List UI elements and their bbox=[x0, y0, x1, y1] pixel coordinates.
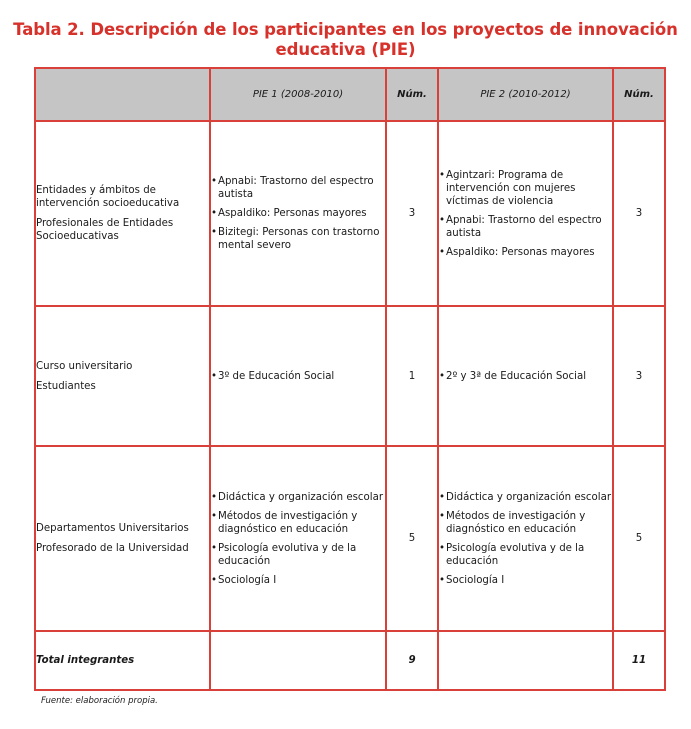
header-pie1: PIE 1 (2008-2010) bbox=[210, 68, 386, 121]
row-label: Departamentos Universitarios bbox=[36, 523, 189, 534]
bullet-icon: • bbox=[211, 542, 218, 554]
num1-cell: 5 bbox=[386, 446, 438, 631]
pie2-cell bbox=[438, 121, 613, 306]
pie1-cell bbox=[210, 446, 386, 631]
list-item: • Psicología evolutiva y de la educación bbox=[211, 542, 357, 567]
total-empty-pie2 bbox=[438, 631, 613, 690]
list-item: • Apnabi: Trastorno del espectro autista bbox=[439, 214, 602, 239]
num2-cell: 3 bbox=[613, 121, 665, 306]
bullet-icon: • bbox=[211, 370, 218, 382]
row-sublabel: Profesionales de Entidades Socioeducativas bbox=[36, 218, 174, 242]
source-note: Fuente: elaboración propia. bbox=[41, 696, 158, 706]
bullet-icon: • bbox=[439, 169, 446, 181]
bullet-icon: • bbox=[211, 176, 218, 187]
table-row bbox=[35, 446, 665, 631]
table-row bbox=[35, 306, 665, 446]
bullet-icon: • bbox=[211, 510, 218, 522]
num1-cell: 1 bbox=[386, 306, 438, 446]
header-empty bbox=[35, 68, 210, 121]
row-sublabel: Estudiantes bbox=[36, 380, 96, 392]
total-row bbox=[35, 631, 665, 690]
bullet-icon: • bbox=[439, 491, 446, 503]
bullet-icon: • bbox=[439, 246, 446, 258]
header-num2: Núm. bbox=[613, 68, 665, 121]
pie2-cell bbox=[438, 306, 613, 446]
table-row bbox=[35, 121, 665, 306]
bullet-icon: • bbox=[439, 542, 446, 554]
list-item: • 3º de Educación Social bbox=[211, 370, 335, 382]
row-label: Curso universitario bbox=[36, 360, 133, 372]
num2-cell: 5 bbox=[613, 446, 665, 631]
list-item: • Métodos de investigación y diagnóstico en educación bbox=[439, 510, 586, 535]
row-label-cell bbox=[35, 306, 210, 446]
list-item: • Agintzari: Programa de intervención con mujeres víctimas de violencia bbox=[439, 169, 576, 207]
bullet-icon: • bbox=[439, 510, 446, 522]
list-item: • Sociología I bbox=[439, 574, 505, 586]
bullet-icon: • bbox=[211, 491, 218, 503]
table-header-row bbox=[35, 68, 665, 121]
list-item: • Apnabi: Trastorno del espectro autista bbox=[211, 176, 374, 200]
pie1-cell bbox=[210, 306, 386, 446]
num2-cell: 3 bbox=[613, 306, 665, 446]
list-item: • Aspaldiko: Personas mayores bbox=[439, 246, 595, 258]
header-num1: Núm. bbox=[386, 68, 438, 121]
bullet-icon: • bbox=[211, 227, 218, 238]
list-item: • Bizitegi: Personas con trastorno mental severo bbox=[211, 227, 380, 251]
total-num1: 9 bbox=[386, 631, 438, 690]
pie2-cell bbox=[438, 446, 613, 631]
row-label-cell bbox=[35, 121, 210, 306]
row-label: Entidades y ámbitos de intervención socioeducativa bbox=[36, 185, 180, 209]
list-item: • Sociología I bbox=[211, 574, 277, 586]
list-item: • Aspaldiko: Personas mayores bbox=[211, 208, 367, 219]
list-item: • Psicología evolutiva y de la educación bbox=[439, 542, 585, 567]
list-item: • Didáctica y organización escolar bbox=[211, 491, 384, 503]
total-num2: 11 bbox=[613, 631, 665, 690]
participants-table bbox=[34, 67, 666, 691]
table-title: Tabla 2. Descripción de los participantes en los proyectos de innovación educativa (PIE) bbox=[13, 20, 678, 59]
pie1-cell bbox=[210, 121, 386, 306]
list-item: • Métodos de investigación y diagnóstico en educación bbox=[211, 510, 358, 535]
row-sublabel: Profesorado de la Universidad bbox=[36, 543, 189, 554]
bullet-icon: • bbox=[439, 574, 446, 586]
bullet-icon: • bbox=[211, 208, 218, 219]
list-item: • 2º y 3ª de Educación Social bbox=[439, 370, 587, 382]
bullet-icon: • bbox=[439, 214, 446, 226]
bullet-icon: • bbox=[211, 574, 218, 586]
row-label-cell bbox=[35, 446, 210, 631]
num1-cell: 3 bbox=[386, 121, 438, 306]
total-empty-pie1 bbox=[210, 631, 386, 690]
header-pie2: PIE 2 (2010-2012) bbox=[438, 68, 613, 121]
list-item: • Didáctica y organización escolar bbox=[439, 491, 612, 503]
bullet-icon: • bbox=[439, 370, 446, 382]
total-label: Total integrantes bbox=[35, 631, 210, 690]
